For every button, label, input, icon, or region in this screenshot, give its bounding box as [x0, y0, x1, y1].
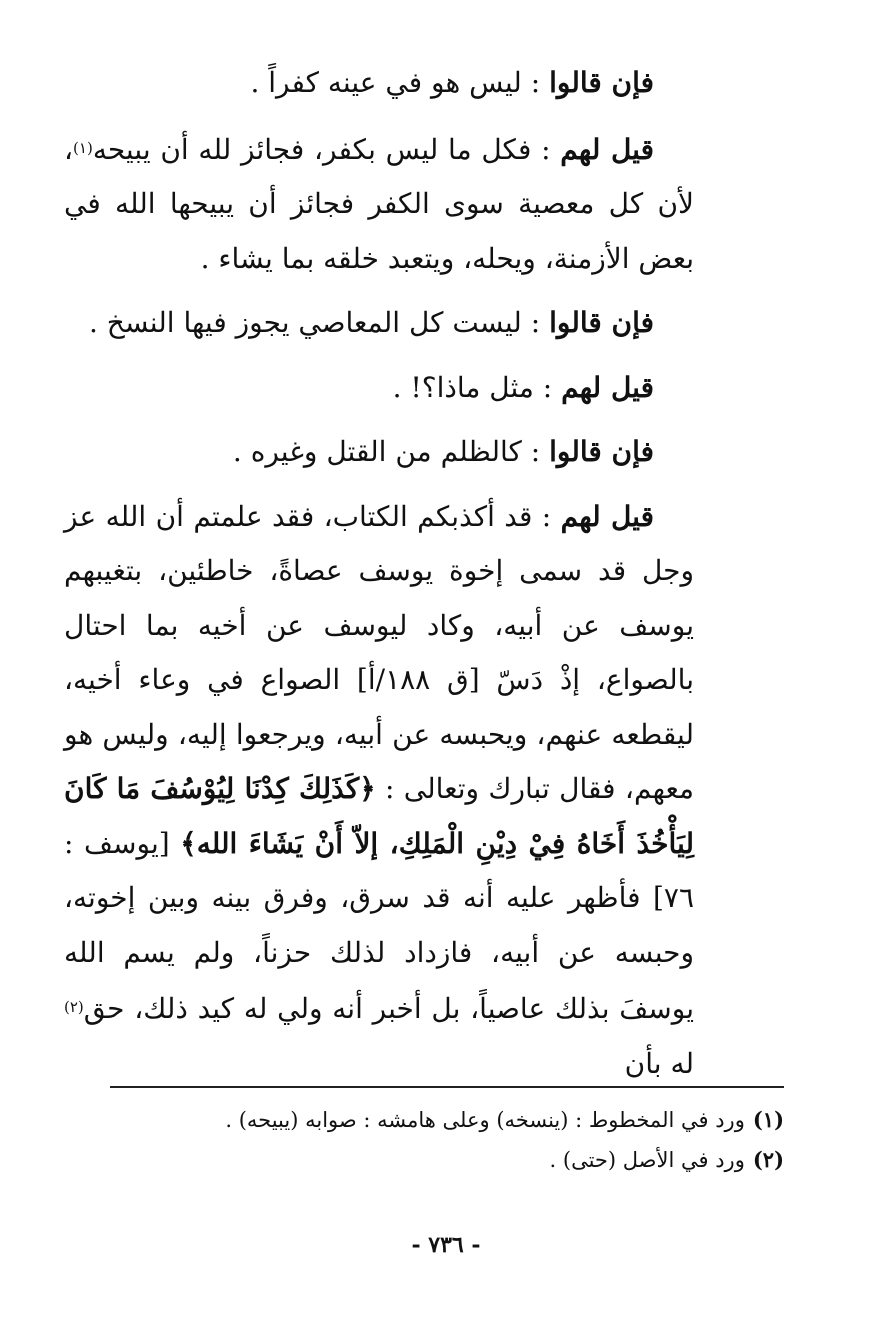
paragraph-5: فإن قالوا : كالظلم من القتل وغيره . [232, 435, 654, 468]
quran-verse: ﴿كَذَلِكَ كِدْنَا لِيُوْسُفَ مَا كَانَ لِيَأْخُذَ أَخَاهُ فِيْ دِيْنِ الْمَلِكِ، إلاّ أَنْ يَشَاءَ الله﴾ [64, 772, 694, 860]
paragraph-4: قيل لهم : مثل ماذا؟! . [392, 370, 654, 404]
footnote-number: (٢) [752, 1147, 784, 1172]
paragraph-text-tail: له بأن [624, 1046, 694, 1080]
main-text [64, 56, 694, 1101]
speaker-label: قيل لهم [560, 499, 654, 533]
speaker-label: فإن قالوا [549, 306, 654, 339]
footnote-number: (١) [752, 1107, 784, 1132]
footnote-2 [110, 1140, 784, 1180]
speaker-label: فإن قالوا [549, 66, 654, 99]
paragraph-text: مثل ماذا؟! . [392, 370, 534, 404]
footnote-marker: (١) [73, 138, 93, 157]
paragraph-3: فإن قالوا : ليست كل المعاصي يجوز فيها النسخ . [88, 306, 654, 339]
footnotes [110, 1100, 784, 1180]
footnote-text: ورد في المخطوط : (ينسخه) وعلى هامشه : صوابه (يبيحه) . [225, 1108, 745, 1132]
paragraph-text: ليست كل المعاصي يجوز فيها النسخ . [88, 306, 522, 339]
paragraph-text: ليس هو في عينه كفراً . [250, 66, 522, 99]
speaker-label: قيل لهم [561, 370, 654, 404]
paragraph-text: كالظلم من القتل وغيره . [232, 435, 522, 468]
paragraph-text-rest: [يوسف : ٧٦] فأظهر عليه أنه قد سرق، وفرق بينه وبين إخوته، وحبسه عن أبيه، فازداد لذلك حزناً، ولم يسم الله يوسفَ بذلك عاصياً، بل أخبر أنه ولي له كيد ذلك، حق [64, 826, 694, 1025]
paragraph-2: قيل لهم : فكل ما ليس بكفر، فجائز لله أن يبيحه$^{(١)}$، لأن كل معصية سوى الكفر فجائز أن يبيحها الله في بعض الأزمنة، ويحله، ويتعبد خلقه بما يشاء . [64, 132, 694, 275]
footnote-marker: (٢) [64, 998, 84, 1016]
page-number: - ٧٣٦ - [411, 1232, 481, 1258]
footnote-text: ورد في الأصل (حتى) . [549, 1148, 745, 1172]
speaker-label: فإن قالوا [549, 435, 654, 468]
paragraph-1: فإن قالوا : ليس هو في عينه كفراً . [250, 66, 654, 99]
paragraph-text: قد أكذبكم الكتاب، فقد علمتم أن الله عز وجل قد سمى إخوة يوسف عصاةً، خاطئين، بتغيبهم يوسف عن أبيه، وكاد ليوسف عن أخيه بما احتال بالصواع، إذْ دَسّ [ق ١٨٨/أ] الصواع في وعاء أخيه، ليقطعه عنهم، ويحبسه عن أبيه، ويرجعوا إليه، وليس هو معهم، فقال تبارك وتعالى : [64, 499, 695, 805]
footnote-1 [110, 1100, 784, 1140]
paragraph-text: فكل ما ليس بكفر، فجائز لله أن يبيحه [92, 132, 532, 166]
speaker-label: قيل لهم [560, 132, 654, 166]
footnote-divider [110, 1086, 784, 1088]
paragraph-text-rest: ، لأن كل معصية سوى الكفر فجائز أن يبيحها الله في بعض الأزمنة، ويحله، ويتعبد خلقه بما يشاء . [64, 132, 694, 275]
paragraph-6: قيل لهم : قد أكذبكم الكتاب، فقد علمتم أن الله عز وجل قد سمى إخوة يوسف عصاةً، خاطئين، بتغيبهم يوسف عن أبيه، وكاد ليوسف عن أخيه بما احتال بالصواع، إذْ دَسّ [ق ١٨٨/أ] الصواع في وعاء أخيه، ليقطعه عنهم، ويحبسه عن أبيه، ويرجعوا إليه، وليس هو معهم، فقال تبارك وتعالى : ﴿كَذَلِكَ كِدْنَا لِيُوْسُفَ مَا كَانَ لِيَأْخُذَ أَخَاهُ فِيْ دِيْنِ الْمَلِكِ، إلاّ أَنْ يَشَاءَ الله﴾ [يوسف : ٧٦] فأظهر عليه أنه قد سرق، وفرق بينه وبين إخوته، وحبسه عن أبيه، فازداد لذلك حزناً، ولم يسم الله يوسفَ بذلك عاصياً، بل أخبر أنه ولي له كيد ذلك، حق$^{(٢)}$ له بأن [64, 499, 695, 1080]
